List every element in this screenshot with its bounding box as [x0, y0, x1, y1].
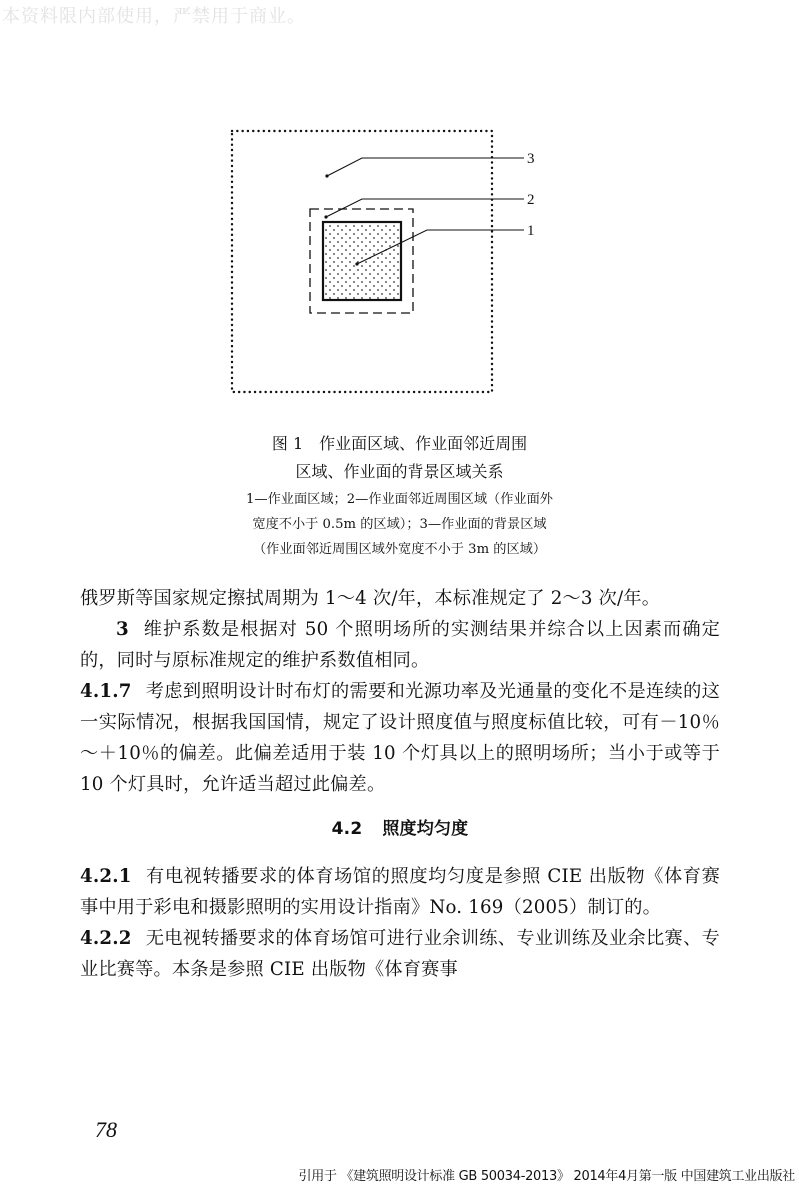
watermark: 本资料限内部使用，严禁用于商业。 [2, 6, 306, 27]
paragraph [80, 923, 720, 985]
section-heading [80, 814, 720, 845]
figure-title [0, 430, 799, 486]
figure-title-line: 图 1 作业面区域、作业面邻近周围 [271, 434, 528, 453]
paragraph-text: 考虑到照明设计时布灯的需要和光源功率及光通量的变化不是连续的这一实际情况，根据我国国情，规定了设计照度值与照度标值比较，可有－10％～＋10％的偏差。此偏差适用于装 10 个灯具以上的照明场所；当小于或等于 10 个灯具时，允许适当超过此偏差。 [80, 681, 720, 795]
leader-line-3 [325, 158, 524, 178]
section-number: 4.2 [331, 819, 363, 839]
clause-number: 4.2.1 [80, 866, 132, 887]
paragraph: 俄罗斯等国家规定擦拭周期为 1～4 次/年，本标准规定了 2～3 次/年。 [80, 588, 661, 609]
figure-note [0, 487, 799, 562]
body-text [80, 583, 720, 985]
label-3: 3 [527, 151, 535, 167]
paragraph [80, 861, 720, 923]
page-number: 78 [95, 1117, 117, 1142]
clause-number: 3 [116, 619, 129, 640]
figure-title-line: 区域、作业面的背景区域关系 [295, 462, 504, 481]
figure-note-line: 1—作业面区域；2—作业面邻近周围区域（作业面外 [246, 492, 553, 507]
clause-number: 4.2.2 [80, 928, 132, 949]
paragraph [80, 676, 720, 800]
clause-number: 4.1.7 [80, 681, 132, 702]
paragraph-text: 有电视转播要求的体育场馆的照度均匀度是参照 CIE 出版物《体育赛事中用于彩电和摄影照明的实用设计指南》No. 169（2005）制订的。 [80, 866, 720, 918]
citation-footer: 引用于 《建筑照明设计标准 GB 50034-2013》 2014年4月第一版 中国建筑工业出版社 [298, 1169, 795, 1184]
label-1: 1 [527, 223, 535, 239]
paragraph-text: 无电视转播要求的体育场馆可进行业余训练、专业训练及业余比赛、专业比赛等。本条是参照 CIE 出版物《体育赛事 [80, 928, 720, 980]
figure-diagram [0, 0, 799, 420]
section-title: 照度均匀度 [382, 819, 469, 839]
figure-note-line: 宽度不小于 0.5m 的区域）；3—作业面的背景区域 [252, 517, 547, 532]
paragraph-text: 维护系数是根据对 50 个照明场所的实测结果并综合以上因素而确定的，同时与原标准规定的维护系数值相同。 [80, 619, 720, 671]
label-2: 2 [527, 192, 535, 208]
figure-note-line: （作业面邻近周围区域外宽度不小于 3m 的区域） [252, 542, 547, 557]
paragraph [80, 614, 720, 676]
